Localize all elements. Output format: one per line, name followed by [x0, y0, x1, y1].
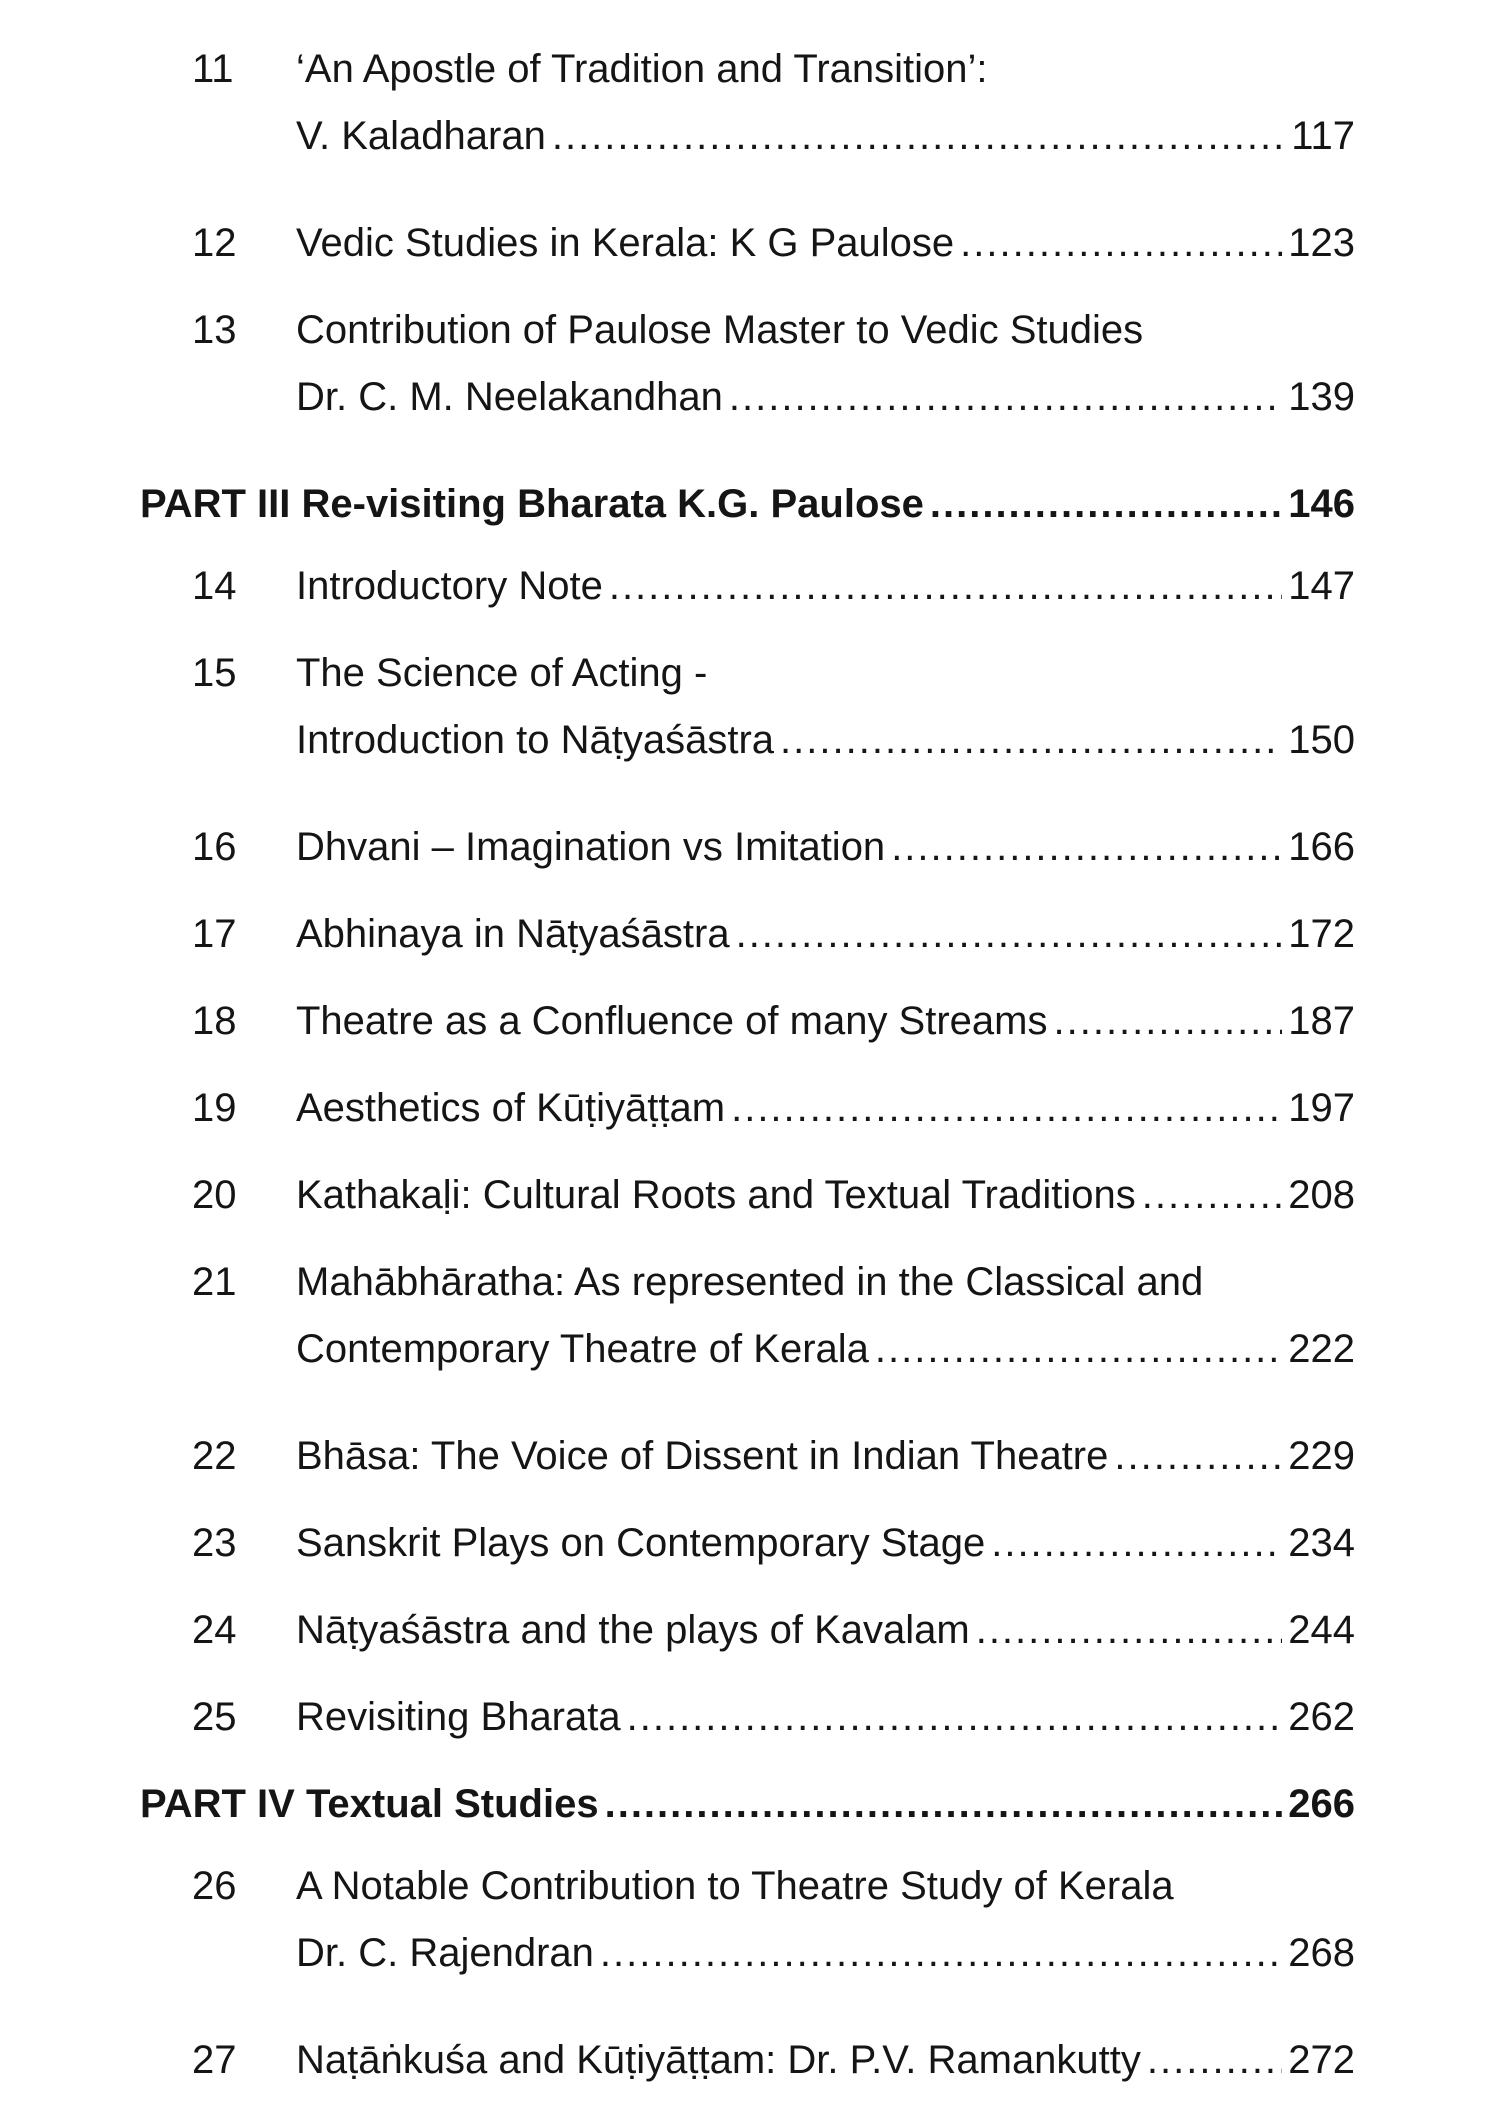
page-number: 268 [1288, 1931, 1355, 1975]
toc-entry [140, 297, 1355, 451]
chapter-title: Bhāsa: The Voice of Dissent in Indian Theatre [296, 1434, 1109, 1478]
page-number: 244 [1288, 1608, 1355, 1652]
leader-line [296, 1316, 1355, 1383]
toc-entry [140, 1597, 1355, 1664]
toc-entry [140, 1510, 1355, 1577]
chapter-title: Sanskrit Plays on Contemporary Stage [296, 1521, 986, 1565]
chapter-number: 13 [192, 308, 237, 352]
leader-line [296, 1510, 1355, 1577]
leader-line [296, 988, 1355, 1055]
page-number: 187 [1288, 999, 1355, 1043]
dot-leader [1114, 1423, 1282, 1490]
dot-leader [731, 1075, 1282, 1142]
chapter-number: 27 [192, 2038, 237, 2082]
leader-line [296, 1162, 1355, 1229]
toc-entry [140, 988, 1355, 1055]
chapter-number: 26 [192, 1864, 237, 1908]
chapter-title: Revisiting Bharata [296, 1695, 621, 1739]
chapter-title: Vedic Studies in Kerala: K G Paulose [296, 221, 955, 265]
dot-leader [780, 707, 1282, 774]
chapter-number: 23 [192, 1521, 237, 1565]
page-number: 222 [1288, 1327, 1355, 1371]
toc-entry [140, 36, 1355, 190]
leader-line [296, 1597, 1355, 1664]
chapter-title-line: Contribution of Paulose Master to Vedic Studies [296, 308, 1144, 352]
toc-entry [140, 1853, 1355, 2007]
toc-entry [140, 210, 1355, 277]
chapter-title: V. Kaladharan [296, 114, 546, 158]
chapter-title: Aesthetics of Kūṭiyāṭṭam [296, 1086, 726, 1130]
leader-line [296, 553, 1355, 620]
dot-leader [1142, 1162, 1283, 1229]
chapter-title-line: Mahābhāratha: As represented in the Classical and [296, 1260, 1204, 1304]
chapter-number: 14 [192, 564, 237, 608]
dot-leader [729, 364, 1282, 431]
page-number: 208 [1288, 1173, 1355, 1217]
chapter-title: Dr. C. Rajendran [296, 1931, 594, 1975]
page-number: 123 [1288, 221, 1355, 265]
leader-line [140, 471, 1355, 538]
chapter-number: 16 [192, 825, 237, 869]
chapter-number: 22 [192, 1434, 237, 1478]
page-number: 146 [1288, 482, 1355, 526]
dot-leader [736, 901, 1283, 968]
chapter-number: 25 [192, 1695, 237, 1739]
leader-line [296, 707, 1355, 774]
page-number: 147 [1288, 564, 1355, 608]
chapter-title-line: A Notable Contribution to Theatre Study of Kerala [296, 1864, 1174, 1908]
page-number: 234 [1288, 1521, 1355, 1565]
toc-entry [140, 1249, 1355, 1403]
toc-entry [140, 1684, 1355, 1751]
chapter-title: Contemporary Theatre of Kerala [296, 1327, 869, 1371]
part-title: PART IV Textual Studies [140, 1782, 599, 1826]
leader-line [296, 1920, 1355, 1987]
chapter-title: Naṭāṅkuśa and Kūṭiyāṭṭam: Dr. P.V. Ramankutty [296, 2038, 1141, 2082]
leader-line [140, 1771, 1355, 1838]
chapter-title: Introductory Note [296, 564, 603, 608]
page-number: 262 [1288, 1695, 1355, 1739]
page-number: 166 [1288, 825, 1355, 869]
chapter-number: 21 [192, 1260, 237, 1304]
dot-leader [991, 1510, 1282, 1577]
part-title: PART III Re-visiting Bharata K.G. Paulose [140, 482, 924, 526]
chapter-title: Nāṭyaśāstra and the plays of Kavalam [296, 1608, 970, 1652]
dot-leader [891, 814, 1282, 881]
chapter-title: Dhvani – Imagination vs Imitation [296, 825, 886, 869]
leader-line [296, 364, 1355, 431]
table-of-contents [140, 36, 1355, 2114]
leader-line [296, 210, 1355, 277]
leader-line [296, 1075, 1355, 1142]
dot-leader [609, 553, 1282, 620]
dot-leader [930, 471, 1282, 538]
chapter-number: 15 [192, 651, 237, 695]
chapter-title: Dr. C. M. Neelakandhan [296, 375, 723, 419]
chapter-number: 18 [192, 999, 237, 1043]
leader-line [296, 1423, 1355, 1490]
toc-entry [140, 1075, 1355, 1142]
dot-leader [552, 103, 1285, 170]
chapter-number: 20 [192, 1173, 237, 1217]
chapter-title: Abhinaya in Nāṭyaśāstra [296, 912, 730, 956]
chapter-number: 24 [192, 1608, 237, 1652]
chapter-number: 17 [192, 912, 237, 956]
toc-entry [140, 553, 1355, 620]
chapter-number: 12 [192, 221, 237, 265]
toc-entry [140, 1423, 1355, 1490]
leader-line [296, 901, 1355, 968]
page-number: 172 [1288, 912, 1355, 956]
chapter-title: Kathakaḷi: Cultural Roots and Textual Traditions [296, 1173, 1136, 1217]
dot-leader [627, 1684, 1283, 1751]
chapter-number: 19 [192, 1086, 237, 1130]
part-heading [140, 1771, 1355, 1838]
leader-line [296, 2027, 1355, 2094]
toc-entry [140, 1162, 1355, 1229]
page-number: 266 [1288, 1782, 1355, 1826]
part-heading [140, 471, 1355, 538]
dot-leader [600, 1920, 1282, 1987]
leader-line [296, 103, 1355, 170]
toc-entry [140, 814, 1355, 881]
dot-leader [605, 1771, 1283, 1838]
chapter-title-line: ‘An Apostle of Tradition and Transition’: [296, 47, 988, 91]
page-number: 272 [1288, 2038, 1355, 2082]
chapter-number: 11 [192, 47, 234, 91]
dot-leader [1053, 988, 1282, 1055]
page-number: 229 [1288, 1434, 1355, 1478]
toc-entry [140, 640, 1355, 794]
chapter-title-line: The Science of Acting - [296, 651, 708, 695]
leader-line [296, 1684, 1355, 1751]
toc-entry [140, 2027, 1355, 2094]
leader-line [296, 814, 1355, 881]
chapter-title: Theatre as a Confluence of many Streams [296, 999, 1048, 1043]
dot-leader [1147, 2027, 1282, 2094]
dot-leader [875, 1316, 1282, 1383]
toc-entry [140, 901, 1355, 968]
page-number: 197 [1288, 1086, 1355, 1130]
page-number: 150 [1288, 718, 1355, 762]
page-number: 117 [1291, 114, 1355, 158]
page-number: 139 [1288, 375, 1355, 419]
dot-leader [960, 210, 1282, 277]
chapter-title: Introduction to Nāṭyaśāstra [296, 718, 775, 762]
dot-leader [976, 1597, 1283, 1664]
